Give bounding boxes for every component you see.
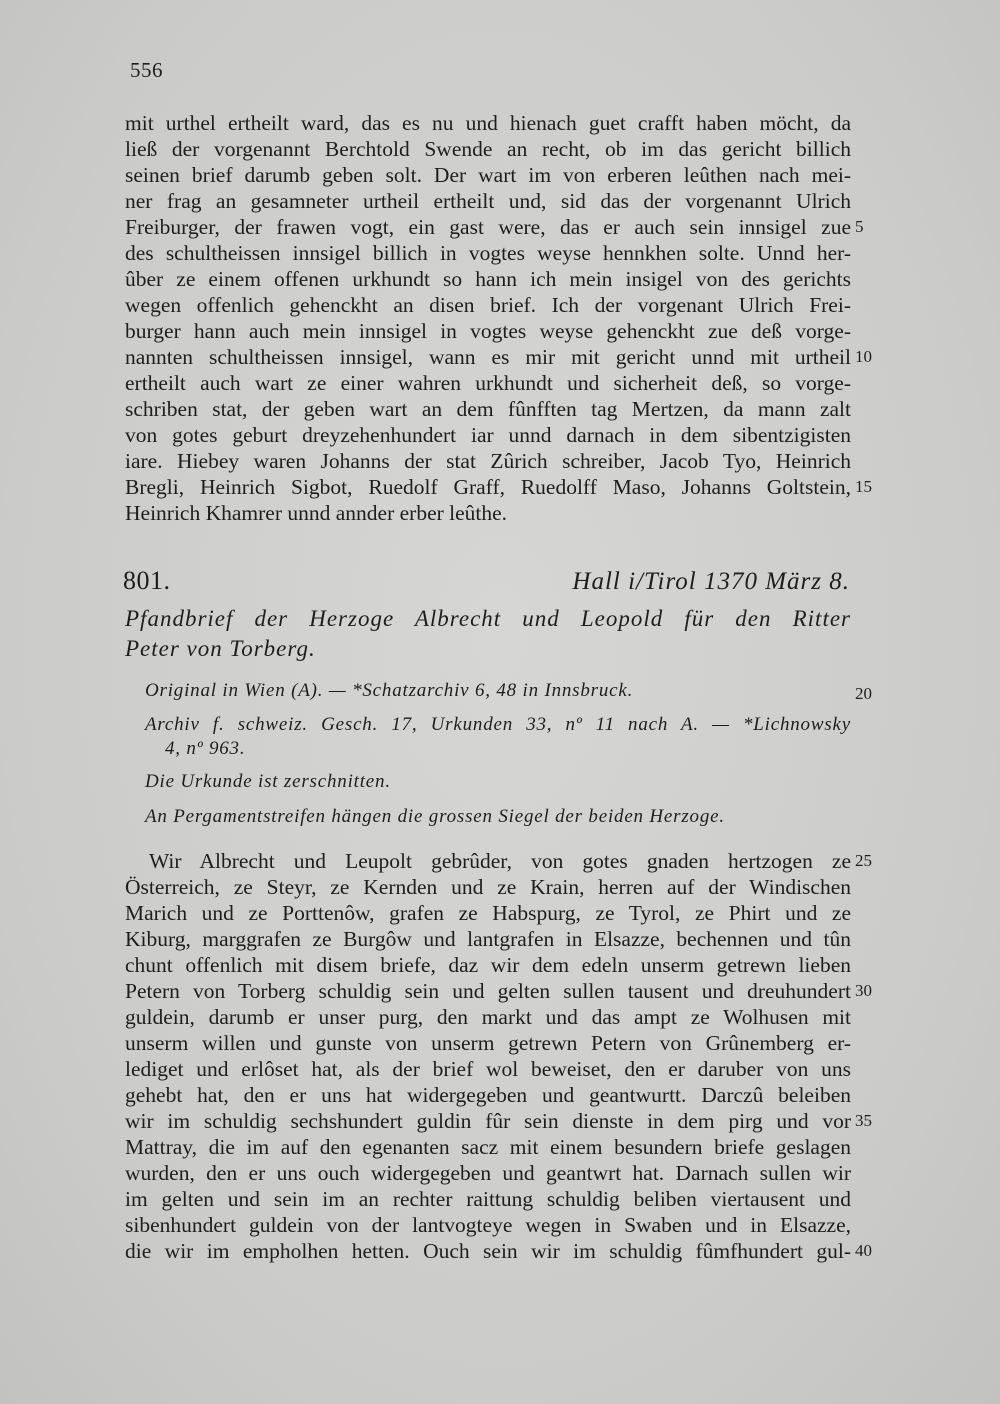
note-original: Original in Wien (A). — *Schatzarchiv 6, 48 in Innsbruck.	[145, 680, 634, 701]
text-line: wir im schuldig sechshundert guldin fûr sein dienste in dem pirg und vor	[125, 1109, 851, 1133]
text-line: die wir im empholhen hetten. Ouch sein wir im schuldig fûmfhundert gul-	[125, 1239, 851, 1263]
line-number: 40	[855, 1241, 872, 1260]
text-line: Freiburger, der frawen vogt, ein gast were, das er auch sein innsigel zue	[125, 215, 851, 239]
text-line: ûber ze einem offenen urkhundt so hann ich mein insigel von des gerichts	[125, 267, 851, 291]
text-line: im gelten und sein im an rechter raittung schuldig beliben viertausent und	[125, 1187, 851, 1211]
line-number: 5	[855, 217, 864, 236]
text-line: gehebt hat, den er uns hat widergegeben und geantwurtt. Darczû beleiben	[125, 1083, 851, 1107]
text-line: nannten schultheissen innsigel, wann es mir mit gericht unnd mit urtheil	[125, 345, 851, 369]
line-number: 15	[855, 477, 872, 496]
text-line: Heinrich Khamrer unnd annder erber leûthe.	[125, 501, 508, 525]
note-seals: An Pergamentstreifen hängen die grossen Siegel der beiden Herzoge.	[145, 806, 725, 827]
page-number: 556	[130, 58, 163, 82]
document-place-date: Hall i/Tirol 1370 März 8.	[572, 568, 850, 595]
note-condition: Die Urkunde ist zerschnitten.	[145, 771, 391, 792]
document-number: 801.	[123, 566, 171, 595]
text-line: mit urthel ertheilt ward, das es nu und hienach guet crafft haben möcht, da	[125, 111, 851, 135]
line-number: 25	[855, 851, 872, 870]
text-line: unserm willen und gunste von unserm getrewn Petern von Grûnemberg er-	[125, 1031, 851, 1055]
text-line: Petern von Torberg schuldig sein und gelten sullen tausent und dreuhundert	[125, 979, 851, 1003]
line-number: 35	[855, 1111, 872, 1130]
text-line: Marich und ze Porttenôw, grafen ze Habspurg, ze Tyrol, ze Phirt und ze	[125, 901, 851, 925]
line-number: 30	[855, 981, 872, 1000]
text-line: Wir Albrecht und Leupolt gebrûder, von gotes gnaden hertzogen ze	[149, 849, 851, 873]
text-line: sibenhundert guldein von der lantvogteye wegen in Swaben und in Elsazze,	[125, 1213, 851, 1237]
text-line: burger hann auch mein innsigel in vogtes weyse gehenckht zue deß vorge-	[125, 319, 851, 343]
text-line: lediget und erlôset hat, als der brief wol beweiset, den er daruber von uns	[125, 1057, 851, 1081]
text-line: ner frag an gesamneter urtheil ertheilt und, sid das der vorgenannt Ulrich	[125, 189, 851, 213]
text-line: chunt offenlich mit disem briefe, daz wir dem edeln unserm getrewn lieben	[125, 953, 851, 977]
text-line: des schultheissen innsigel billich in vogtes weyse hennkhen solte. Unnd her-	[125, 241, 851, 265]
text-line: seinen brief darumb geben solt. Der wart im von erberen leûthen nach mei-	[125, 163, 851, 187]
note-editions: 4, nº 963.	[165, 738, 246, 759]
text-line: ertheilt auch wart ze einer wahren urkhundt und sicherheit deß, so vorge-	[125, 371, 851, 395]
text-line: schriben stat, der geben wart an dem fûnfften tag Mertzen, da mann zalt	[125, 397, 851, 421]
text-line: ließ der vorgenannt Berchtold Swende an recht, ob im das gericht billich	[125, 137, 851, 161]
line-number: 20	[855, 684, 872, 703]
text-line: Österreich, ze Steyr, ze Kernden und ze Krain, herren auf der Windischen	[125, 875, 851, 899]
text-line: iare. Hiebey waren Johanns der stat Zûrich schreiber, Jacob Tyo, Heinrich	[125, 449, 851, 473]
text-line: Mattray, die im auf den egenanten sacz mit einem besundern briefe geslagen	[125, 1135, 851, 1159]
text-line: Bregli, Heinrich Sigbot, Ruedolf Graff, Ruedolff Maso, Johanns Goltstein,	[125, 475, 851, 499]
regest-line: Pfandbrief der Herzoge Albrecht und Leopold für den Ritter	[125, 606, 851, 631]
line-number: 10	[855, 347, 872, 366]
text-line: von gotes geburt dreyzehenhundert iar unnd darnach in dem sibentzigisten	[125, 423, 851, 447]
regest-line: Peter von Torberg.	[125, 636, 316, 661]
text-line: wegen offenlich gehenckht an disen brief. Ich der vorgenant Ulrich Frei-	[125, 293, 851, 317]
note-editions: Archiv f. schweiz. Gesch. 17, Urkunden 33, nº 11 nach A. — *Lichnowsky	[145, 714, 851, 735]
text-line: Kiburg, marggrafen ze Burgôw und lantgrafen in Elsazze, bechennen und tûn	[125, 927, 851, 951]
text-line: wurden, den er uns ouch widergegeben und geantwrt hat. Darnach sullen wir	[125, 1161, 851, 1185]
text-line: guldein, darumb er unser purg, den markt und das ampt ze Wolhusen mit	[125, 1005, 851, 1029]
